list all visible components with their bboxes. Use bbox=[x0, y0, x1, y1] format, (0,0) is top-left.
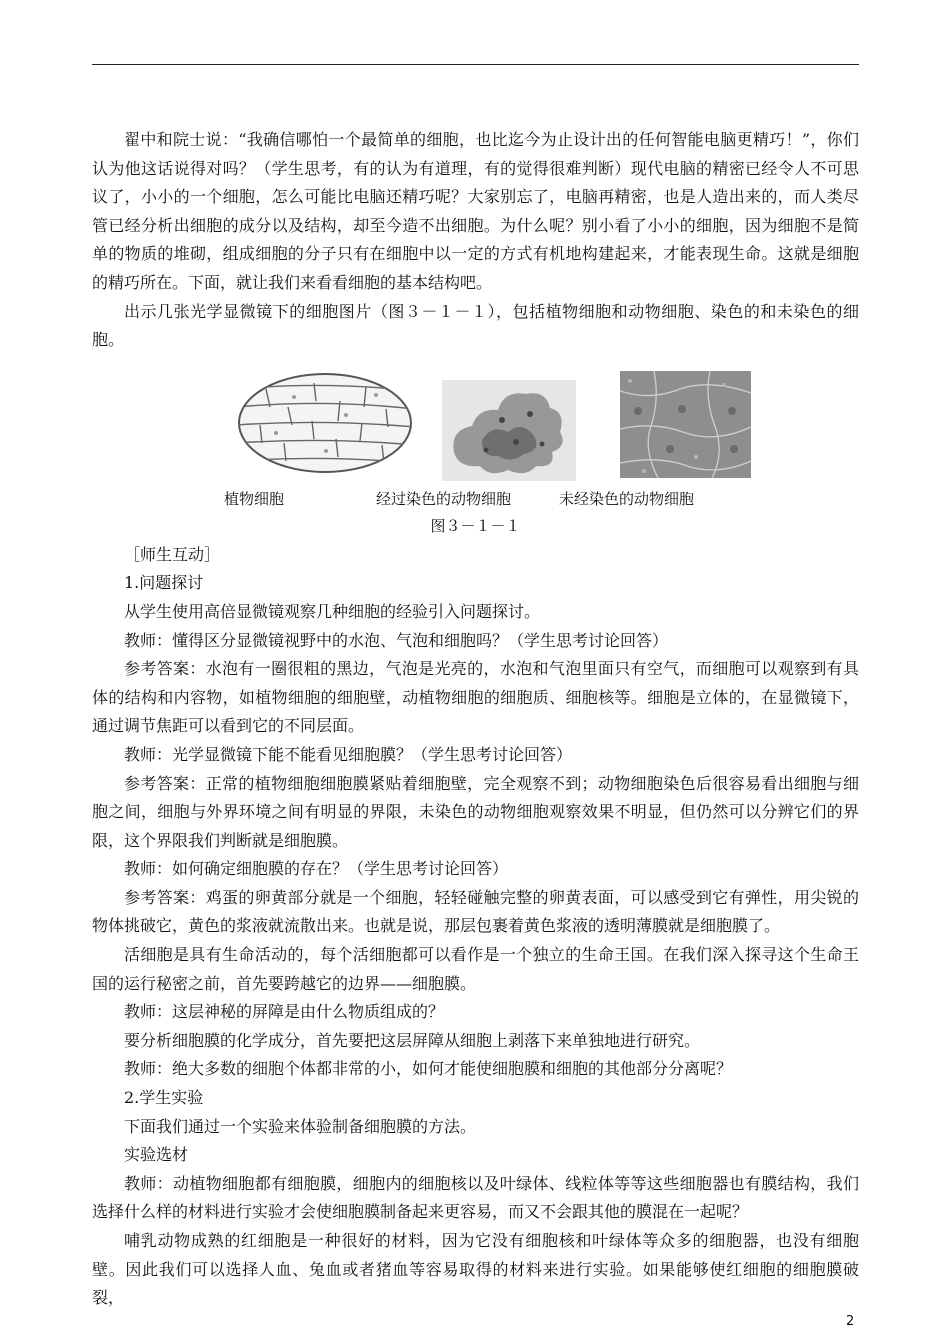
paragraph: 教师：光学显微镜下能不能看见细胞膜？（学生思考讨论回答） bbox=[124, 744, 573, 764]
paragraph: 教师：懂得区分显微镜视野中的水泡、气泡和细胞吗？（学生思考讨论回答） bbox=[124, 630, 669, 650]
plant-cell-image bbox=[236, 371, 414, 475]
figure-title: 图３－１－１ bbox=[430, 516, 521, 535]
paragraph: 2.学生实验 bbox=[124, 1088, 204, 1108]
paragraph: 从学生使用高倍显微镜观察几种细胞的经验引入问题探讨。 bbox=[124, 601, 541, 621]
caption-unstained-animal-cell: 未经染色的动物细胞 bbox=[559, 489, 695, 508]
paragraph: 参考答案：鸡蛋的卵黄部分就是一个细胞，轻轻碰触完整的卵黄表面，可以感受到它有弹性，用尖锐的物体挑破它，黄色的浆液就流散出来。也就是说，那层包裹着黄色浆液的透明薄膜就是细胞膜了。 bbox=[92, 887, 859, 936]
page-number: 2 bbox=[846, 1314, 855, 1329]
paragraph: 参考答案：正常的植物细胞细胞膜紧贴着细胞壁，完全观察不到；动物细胞染色后很容易看出细胞与细胞之间，细胞与外界环境之间有明显的界限，未染色的动物细胞观察效果不明显，但仍然可以分辨它们的界限，这个界限我们判断就是细胞膜。 bbox=[92, 773, 859, 850]
header-rule bbox=[92, 64, 859, 65]
paragraph: ［师生互动］ bbox=[124, 544, 221, 564]
paragraph: 教师：绝大多数的细胞个体都非常的小，如何才能使细胞膜和细胞的其他部分分离呢？ bbox=[124, 1059, 733, 1079]
caption-plant-cell: 植物细胞 bbox=[224, 489, 285, 508]
paragraph: 翟中和院士说：“我确信哪怕一个最简单的细胞，也比迄今为止设计出的任何智能电脑更精巧！”，你们认为他这话说得对吗？（学生思考，有的认为有道理，有的觉得很难判断）现代电脑的精密已经令人不可思议了，小小的一个细胞，怎么可能比电脑还精巧呢？大家别忘了，电脑再精密，也是人造出来的，而人类尽管已经分析出细胞的成分以及结构，却至今造不出细胞。为什么呢？别小看了小小的细胞，因为细胞不是简单的物质的堆砌，组成细胞的分子只有在细胞中以一定的方式有机地构建起来，才能表现生命。这就是细胞的精巧所在。下面，就让我们来看看细胞的基本结构吧。 bbox=[92, 130, 859, 292]
paragraph: 活细胞是具有生命活动的，每个活细胞都可以看作是一个独立的生命王国。在我们深入探寻这个生命王国的运行秘密之前，首先要跨越它的边界——细胞膜。 bbox=[92, 945, 859, 993]
paragraph: 教师：动植物细胞都有细胞膜，细胞内的细胞核以及叶绿体、线粒体等等这些细胞器也有膜结构，我们选择什么样的材料进行实验才会使细胞膜制备起来更容易，而又不会跟其他的膜混在一起呢？ bbox=[92, 1173, 859, 1222]
paragraph: 1.问题探讨 bbox=[124, 573, 204, 593]
paragraph: 要分析细胞膜的化学成分，首先要把这层屏障从细胞上剥落下来单独地进行研究。 bbox=[124, 1030, 701, 1050]
unstained-animal-cell-image bbox=[620, 371, 751, 478]
paragraph: 教师：这层神秘的屏障是由什么物质组成的？ bbox=[124, 1002, 445, 1022]
stained-animal-cell-image bbox=[442, 380, 576, 481]
paragraph: 实验选材 bbox=[124, 1145, 189, 1165]
figure-captions bbox=[92, 485, 859, 511]
paragraph: 哺乳动物成熟的红细胞是一种很好的材料，因为它没有细胞核和叶绿体等众多的细胞器，也没有细胞壁。因此我们可以选择人血、兔血或者猪血等容易取得的材料来进行实验。如果能够使红细胞的细胞膜破裂， bbox=[92, 1231, 859, 1308]
caption-stained-animal-cell: 经过染色的动物细胞 bbox=[376, 489, 512, 508]
paragraph: 教师：如何确定细胞膜的存在？（学生思考讨论回答） bbox=[124, 859, 509, 879]
paragraph: 下面我们通过一个实验来体验制备细胞膜的方法。 bbox=[124, 1116, 477, 1136]
page-body bbox=[92, 126, 859, 1313]
paragraph: 出示几张光学显微镜下的细胞图片（图３－１－１），包括植物细胞和动物细胞、染色的和未染色的细胞。 bbox=[92, 301, 859, 350]
paragraph: 参考答案：水泡有一圈很粗的黑边，气泡是光亮的，水泡和气泡里面只有空气，而细胞可以观察到有具体的结构和内容物，如植物细胞的细胞壁，动植物细胞的细胞质、细胞核等。细胞是立体的，在显微镜下，通过调节焦距可以看到它的不同层面。 bbox=[92, 659, 859, 736]
figure-images bbox=[92, 363, 859, 485]
